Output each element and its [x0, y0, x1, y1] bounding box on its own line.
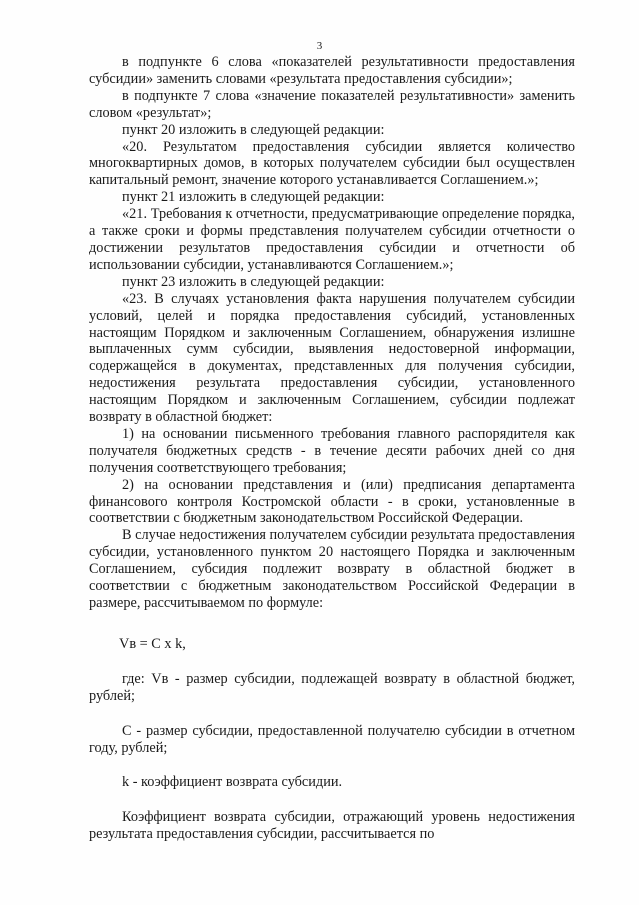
- paragraph-point-23-text: «23. В случаях установления факта нарушения получателем субсидии условий, целей и порядка предоставления субсидий, установленных настоящим Порядком и заключенным Соглашением, обнаружения излишне выплаченных сумм субсидии, выявления недостоверной информации, содержащейся в документах, представленных для получения субсидии, недостижения результата предоставления субсидии, установленного настоящим Порядком и заключенным Соглашением, субсидии подлежат возврату в областной бюджет:: [89, 290, 575, 426]
- paragraph-subpoint-7: в подпункте 7 слова «значение показателей результативности» заменить словом «результат»;: [89, 87, 575, 121]
- paragraph-point-21-text: «21. Требования к отчетности, предусматривающие определение порядка, а также сроки и формы представления получателем субсидии отчетности о достижении результатов предоставления субсидии и отчетности об использовании субсидии, устанавливаются Соглашением.»;: [89, 206, 575, 273]
- paragraph-point-23-intro: пункт 23 изложить в следующей редакции:: [122, 273, 385, 290]
- definition-vv: где: Vв - размер субсидии, подлежащей возврату в областной бюджет, рублей;: [89, 670, 575, 704]
- page-number: 3: [316, 40, 323, 52]
- paragraph-point-21-intro: пункт 21 изложить в следующей редакции:: [122, 189, 385, 206]
- paragraph-point-20-text: «20. Результатом предоставления субсидии является количество многоквартирных домов, в которых получателем субсидии был осуществлен капитальный ремонт, значение которого устанавливается Соглашением.»;: [89, 138, 575, 189]
- paragraph-item-2: 2) на основании представления и (или) предписания департамента финансового контроля Костромской области - в сроки, установленные в соответствии с бюджетным законодательством Российской Федерации.: [89, 476, 575, 527]
- definition-k: k - коэффициент возврата субсидии.: [122, 774, 343, 791]
- paragraph-coefficient: Коэффициент возврата субсидии, отражающий уровень недостижения результата предоставления субсидии, рассчитывается по: [89, 809, 575, 843]
- definition-c: С - размер субсидии, предоставленной получателю субсидии в отчетном году, рублей;: [89, 722, 575, 756]
- formula: Vв = С x k,: [119, 635, 186, 652]
- paragraph-point-20-intro: пункт 20 изложить в следующей редакции:: [122, 121, 385, 138]
- document-body: [89, 54, 575, 843]
- paragraph-non-achievement: В случае недостижения получателем субсидии результата предоставления субсидии, установленного пунктом 20 настоящего Порядка и заключенным Соглашением, субсидия подлежит возврату в областной бюджет в соответствии с бюджетным законодательством Российской Федерации в размере, рассчитываемом по формуле:: [89, 527, 575, 611]
- paragraph-subpoint-6: в подпункте 6 слова «показателей результативности предоставления субсидии» заменить словами «результата предоставления субсидии»;: [89, 54, 575, 87]
- paragraph-item-1: 1) на основании письменного требования главного распорядителя как получателя бюджетных средств - в течение десяти рабочих дней со дня получения соответствующего требования;: [89, 425, 575, 476]
